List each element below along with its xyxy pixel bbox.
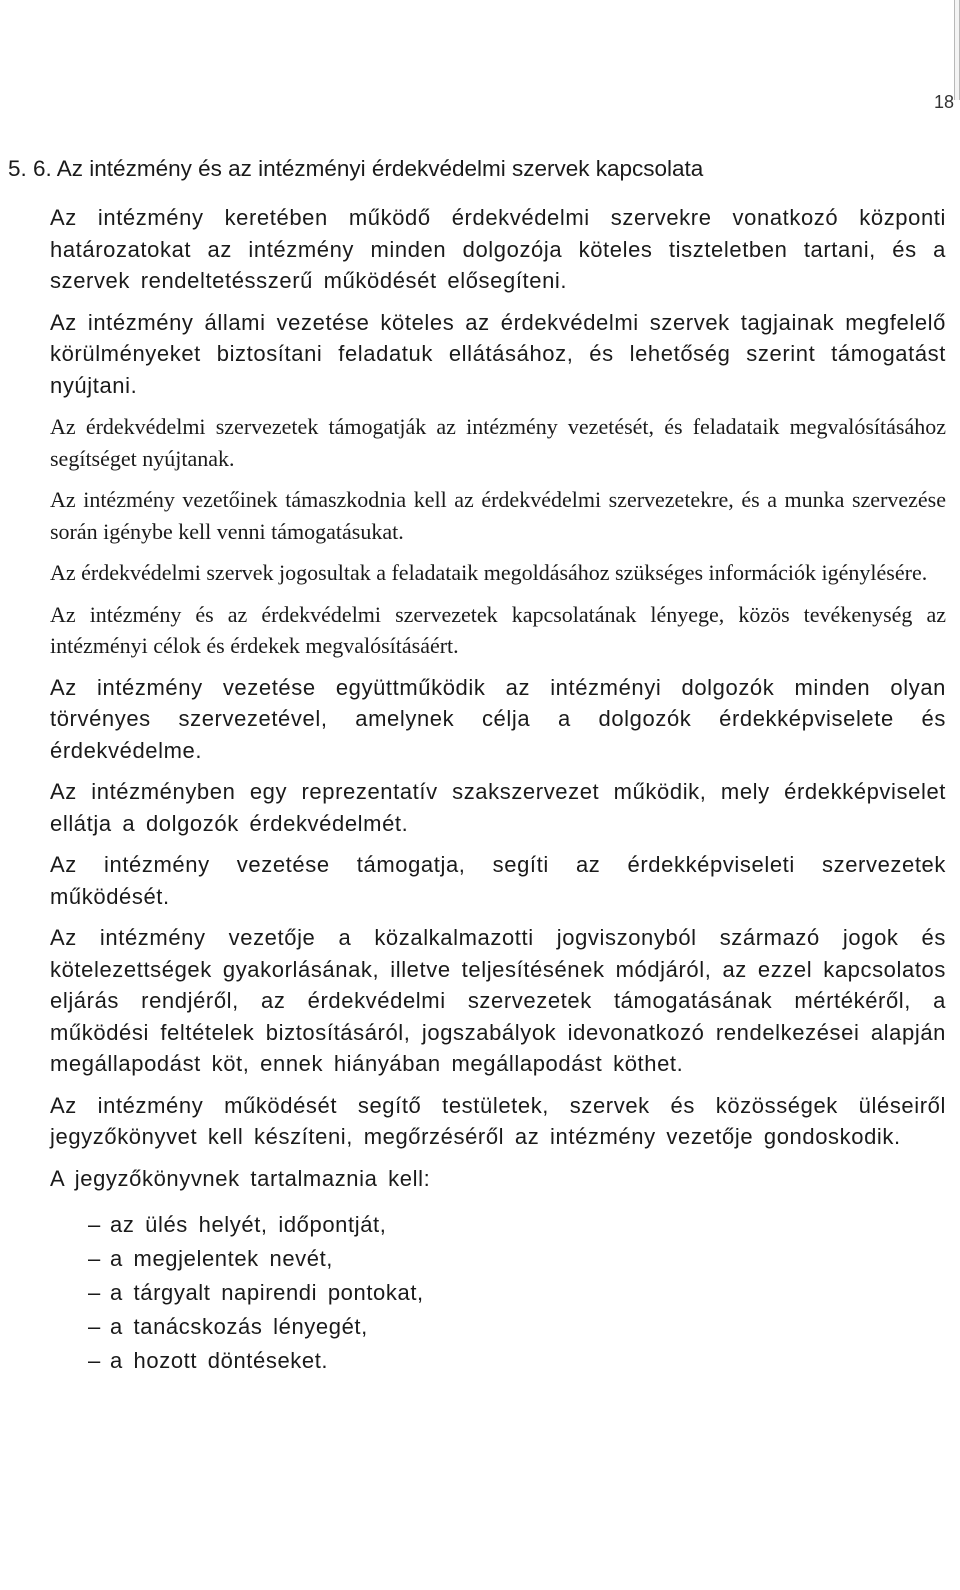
list-item-text: a tárgyalt napirendi pontokat, [110, 1280, 424, 1305]
paragraph-4: Az intézmény vezetőinek támaszkodnia kell az érdekvédelmi szervezetekre, és a munka szervezése során igénybe kell venni támogatásukat. [50, 487, 946, 544]
paragraph-9: Az intézmény vezetése támogatja, segíti az érdekképviseleti szervezetek működését. [50, 852, 946, 909]
list-item [88, 1344, 946, 1378]
paragraph-6: Az intézmény és az érdekvédelmi szervezetek kapcsolatának lényege, közös tevékenység az intézményi célok és érdekek megvalósításáért. [50, 601, 946, 658]
paragraph-7: Az intézmény vezetése együttműködik az intézményi dolgozók minden olyan törvényes szervezetével, amelynek célja a dolgozók érdekképviselete és érdekvédelme. [50, 674, 946, 763]
dash-marker: – [88, 1246, 101, 1271]
document-body [50, 202, 946, 1378]
list-item-text: a hozott döntéseket. [110, 1348, 329, 1373]
dash-marker: – [88, 1348, 101, 1373]
paragraph-10: Az intézmény vezetője a közalkalmazotti jogviszonyból származó jogok és kötelezettségek gyakorlásának, illetve teljesítésének módjáról, az ezzel kapcsolatos eljárás rendjéről, az érdekvédelmi szervezetek támogatásának mértékéről, a működési feltételek biztosításáról, jogszabályok idevonatkozó rendelkezései alapján megállapodást köt, ennek hiányában megállapodást köthet. [50, 925, 946, 1076]
page-number: 18 [933, 92, 954, 112]
dash-marker: – [88, 1314, 101, 1339]
paragraph-8: Az intézményben egy reprezentatív szakszervezet működik, mely érdekképviselet ellátja a dolgozók érdekvédelmét. [50, 779, 946, 836]
minutes-content-list [88, 1208, 946, 1378]
dash-marker: – [88, 1280, 101, 1305]
paragraph-3: Az érdekvédelmi szervezetek támogatják az intézmény vezetését, és feladataik megvalósításához segítséget nyújtanak. [50, 414, 946, 471]
list-item-text: a tanácskozás lényegét, [110, 1314, 368, 1339]
list-item [88, 1310, 946, 1344]
dash-marker: – [88, 1212, 101, 1237]
list-item [88, 1208, 946, 1242]
list-item [88, 1276, 946, 1310]
list-item-text: a megjelentek nevét, [110, 1246, 334, 1271]
paragraph-5: Az érdekvédelmi szervek jogosultak a feladataik megoldásához szükséges információk igénylésére. [50, 560, 928, 585]
paragraph-11: Az intézmény működését segítő testületek, szervek és közösségek üléseiről jegyzőkönyvet kell készíteni, megőrzéséről az intézmény vezetője gondoskodik. [50, 1092, 946, 1149]
list-item [88, 1242, 946, 1276]
paragraph-12: A jegyzőkönyvnek tartalmaznia kell: [50, 1165, 431, 1191]
paragraph-2: Az intézmény állami vezetése köteles az érdekvédelmi szervek tagjainak megfelelő körülményeket biztosítani feladatuk ellátásához, és lehetőség szerint támogatást nyújtani. [50, 309, 946, 398]
list-item-text: az ülés helyét, időpontját, [110, 1212, 387, 1237]
paragraph-1: Az intézmény keretében működő érdekvédelmi szervekre vonatkozó központi határozatokat az intézmény minden dolgozója köteles tiszteletben tartani, és a szervek rendeltetésszerű működését elősegíteni. [50, 205, 946, 293]
section-heading: 5. 6. Az intézmény és az intézményi érdekvédelmi szervek kapcsolata [8, 156, 704, 181]
page-edge [954, 0, 960, 100]
